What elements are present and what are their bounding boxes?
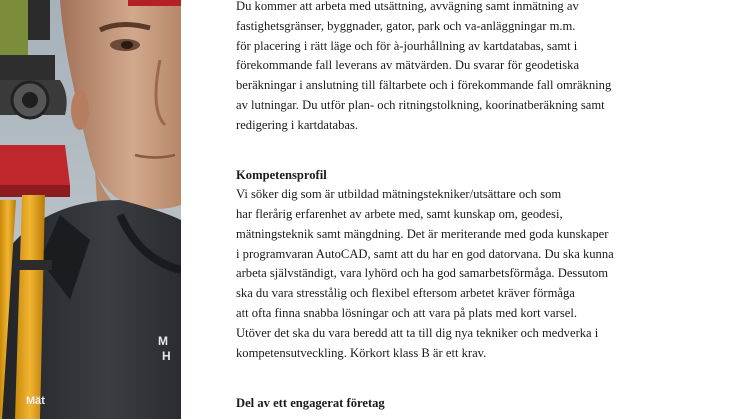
intro-line: beräkningar i anslutning till fältarbete och i förekommande fall omräkning (236, 78, 612, 92)
kompetens-line: ska du vara stresstålig och flexibel eftersom arbetet kräver förmåga (236, 286, 575, 300)
kompetens-line: Vi söker dig som är utbildad mätningstekniker/utsättare och som (236, 187, 562, 201)
intro-line: Du kommer att arbeta med utsättning, avvägning samt inmätning av (236, 0, 579, 13)
jacket-print-2: H (162, 349, 171, 363)
kompetens-line: Utöver det ska du vara beredd att ta till dig nya tekniker och medverka i (236, 326, 599, 340)
jacket-print-1: M (158, 334, 168, 348)
kompetens-line: mätningsteknik samt mängdning. Det är meriterande med goda kunskaper (236, 227, 609, 241)
red-tribrach (0, 145, 70, 185)
kompetens-line: arbeta självständigt, vara lyhörd och ha god samarbetsförmåga. Dessutom (236, 266, 609, 280)
kompetens-line: har flerårig erfarenhet av arbete med, samt kunskap om, geodesi, (236, 207, 563, 221)
red-cap (128, 0, 181, 6)
badge-text: Mät (26, 395, 45, 407)
kompetens-line: att ofta finna snabba lösningar och att vara på plats med kort varsel. (236, 306, 577, 320)
intro-line: av lutningar. Du utför plan- och ritningstolkning, koorinatberäkning samt (236, 98, 605, 112)
kompetens-line: kompetensutveckling. Körkort klass B är ett krav. (236, 346, 487, 360)
engagerat-heading: Del av ett engagerat företag (236, 396, 385, 410)
surveyor-photo (0, 0, 181, 419)
intro-line: fastighetsgränser, byggnader, gator, park och va-anläggningar m.m. (236, 19, 576, 33)
intro-line: redigering i kartdatabas. (236, 118, 359, 132)
kompetens-line: i programvaran AutoCAD, samt att du har en god datorvana. Du ska kunna (236, 247, 614, 261)
kompetensprofil-heading: Kompetensprofil (236, 168, 327, 182)
intro-line: förekommande fall leverans av mätvärden. Du svarar för geodetiska (236, 58, 580, 72)
intro-line: för placering i rätt läge och för à-jourhållning av kartdatabas, samt i (236, 39, 578, 53)
